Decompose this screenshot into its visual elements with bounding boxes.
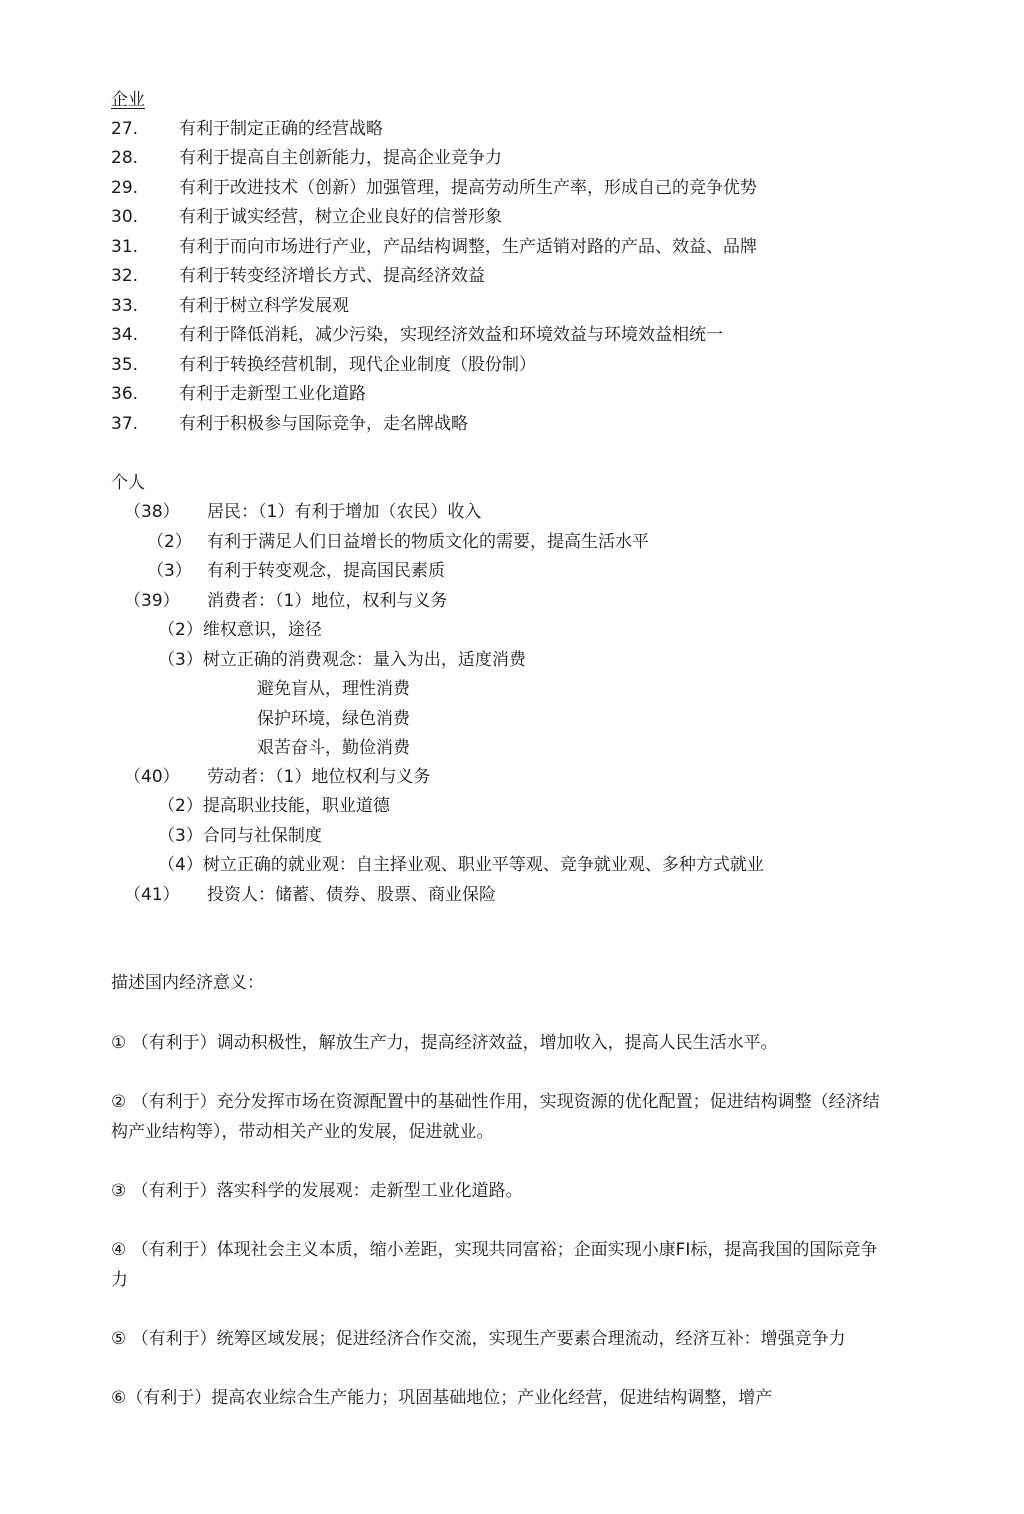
list-item-number: 27.: [111, 119, 139, 139]
sub-item-text: （2）提高职业技能，职业道德: [158, 796, 390, 816]
paragraph-3: ③ （有利于）落实科学的发展观：走新型工业化道路。: [111, 1181, 523, 1201]
sub-item-text: （4）树立正确的就业观：自主择业观、职业平等观、竞争就业观、多种方式就业: [158, 855, 764, 875]
list-item-number: 34.: [111, 325, 139, 345]
list-item-number: （38）: [124, 502, 180, 522]
list-item-text: 有利于转换经营机制，现代企业制度（股份制）: [179, 355, 536, 375]
list-item-text: 有利于而向市场进行产业，产品结构调整，生产适销对路的产品、效益、品牌: [179, 237, 757, 257]
sub-item-text: 有利于满足人们日益增长的物质文化的需要，提高生活水平: [207, 532, 649, 552]
list-item-number: （40）: [124, 767, 180, 787]
list-item-text: 有利于提高自主创新能力，提高企业竞争力: [179, 148, 502, 168]
paragraph-2: ② （有利于）充分发挥市场在资源配置中的基础性作用，实现资源的优化配置；促进结构调整（经济结构产业结构等），带动相关产业的发展，促进就业。: [111, 1092, 880, 1142]
list-item-text: 有利于转变经济增长方式、提高经济效益: [179, 266, 485, 286]
section-heading-domestic: 描述国内经济意义：: [111, 973, 264, 993]
sub-item-text: 有利于转变观念，提高国民素质: [207, 561, 445, 581]
residents-line: 居民：（1）有利于增加（农民）收入: [207, 502, 482, 522]
workers-line: 劳动者：（1）地位权利与义务: [207, 767, 431, 787]
paragraph-5: ⑤ （有利于）统筹区域发展；促进经济合作交流，实现生产要素合理流动，经济互补：增强竞争力: [111, 1329, 846, 1349]
list-item-number: 36.: [111, 384, 139, 404]
list-item-number: 32.: [111, 266, 139, 286]
list-item-number: 37.: [111, 414, 139, 434]
section-heading-enterprise: 企业: [111, 90, 145, 110]
sub-item-text: （3）树立正确的消费观念：量入为出，适度消费: [158, 650, 526, 670]
sub-item-continuation: 保护环境，绿色消费: [257, 709, 410, 729]
sub-item-continuation: 避免盲从，理性消费: [257, 679, 410, 699]
list-item-number: 31.: [111, 237, 139, 257]
sub-item-text: （2）维权意识，途径: [158, 620, 322, 640]
sub-item-number: （2）: [147, 532, 192, 552]
list-item-number: （39）: [124, 591, 180, 611]
sub-item-continuation: 艰苦奋斗，勤俭消费: [257, 738, 410, 758]
list-item-text: 有利于降低消耗，减少污染，实现经济效益和环境效益与环境效益相统一: [179, 325, 723, 345]
sub-item-text: （3）合同与社保制度: [158, 826, 322, 846]
investors-line: 投资人：储蓄、债券、股票、商业保险: [207, 885, 496, 905]
list-item-number: 29.: [111, 178, 139, 198]
list-item-number: （41）: [124, 885, 180, 905]
consumers-line: 消费者：（1）地位，权利与义务: [207, 591, 448, 611]
list-item-number: 28.: [111, 148, 139, 168]
list-item-text: 有利于积极参与国际竞争，走名牌战略: [179, 414, 468, 434]
paragraph-6: ⑥（有利于）提高农业综合生产能力；巩固基础地位；产业化经营，促进结构调整，增产: [111, 1388, 773, 1408]
list-item-text: 有利于走新型工业化道路: [179, 384, 366, 404]
list-item-text: 有利于改进技术（创新）加强管理，提高劳动所生产率，形成自己的竞争优势: [179, 178, 757, 198]
list-item-number: 30.: [111, 207, 139, 227]
paragraph-4: ④ （有利于）体现社会主义本质，缩小差距，实现共同富裕；企面实现小康FI标，提高我国的国际竞争力: [111, 1240, 878, 1290]
list-item-text: 有利于诚实经营，树立企业良好的信誉形象: [179, 207, 502, 227]
section-heading-individual: 个人: [111, 473, 145, 493]
paragraph-1: ① （有利于）调动积极性，解放生产力，提高经济效益，增加收入，提高人民生活水平。: [111, 1033, 778, 1053]
list-item-text: 有利于树立科学发展观: [179, 296, 349, 316]
list-item-number: 35.: [111, 355, 139, 375]
sub-item-number: （3）: [147, 561, 192, 581]
list-item-text: 有利于制定正确的经营战略: [179, 119, 383, 139]
list-item-number: 33.: [111, 296, 139, 316]
